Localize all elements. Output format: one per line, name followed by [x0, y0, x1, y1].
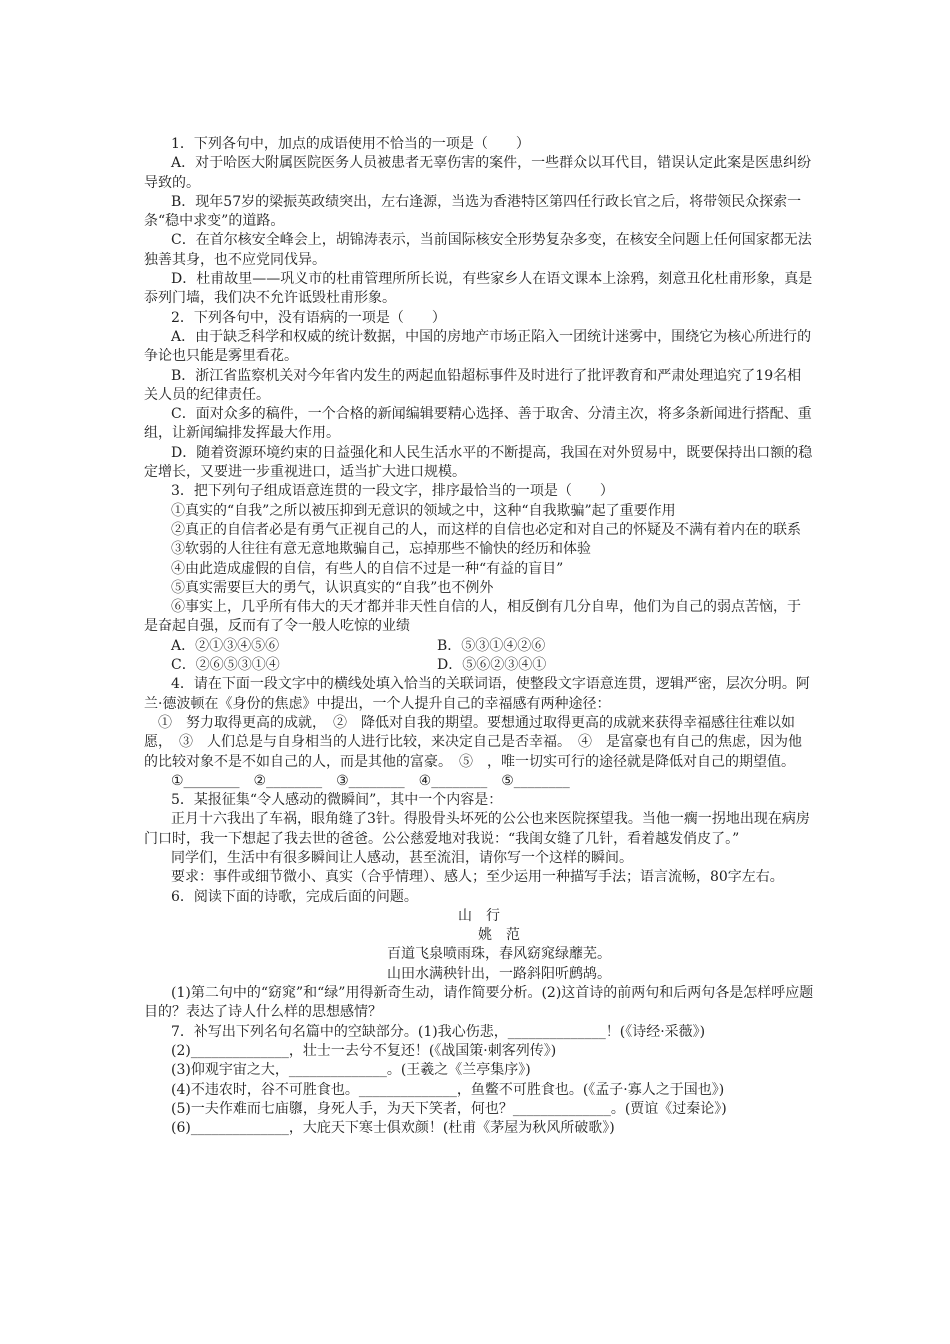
q7-stem: 7．补写出下列名句名篇中的空缺部分。(1)我心伤悲，______________！(《诗经·采薇》)	[171, 1023, 706, 1040]
q5-stem: 5．某报征集“令人感动的微瞬间”，其中一个内容是：	[171, 792, 503, 809]
q3-sentence-1: ①真实的“自我”之所以被压抑到无意识的领域之中，这种“自我欺骗”起了重要作用	[171, 502, 676, 519]
q7-item-3: (3)仰观宇宙之大，______________。(王羲之《兰亭集序》)	[171, 1062, 531, 1079]
exercise-page	[144, 135, 814, 1138]
poem-author: 姚 范	[478, 927, 520, 944]
q3-option-d: D．⑤⑥②③④①	[437, 657, 547, 674]
q7-item-5: (5)一夫作难而七庙隳，身死人手，为天下笑者，何也？______________。(贾谊《过秦论》)	[171, 1100, 727, 1117]
q2-option-c: C．面对众多的稿件，一个合格的新闻编辑要精心选择、善于取舍、分清主次，将多条新闻进行搭配、重组，让新闻编排发挥最大作用。	[144, 406, 812, 442]
q3-sentence-3: ③软弱的人往往有意无意地欺骗自己，忘掉那些不愉快的经历和体验	[171, 541, 591, 558]
q3-options-row-1	[144, 637, 814, 656]
poem-line-2: 山田水满秧针出，一路斜阳听鹧鸪。	[387, 965, 611, 982]
q6-questions: (1)第二句中的“窈窕”和“绿”用得新奇生动，请作简要分析。(2)这首诗的前两句和后两句各是怎样呼应题目的？表达了诗人什么样的思想感情？	[144, 985, 814, 1021]
q3-sentence-6: ⑥事实上，几乎所有伟大的天才都并非天性自信的人，相反倒有几分自卑，他们为自己的弱点苦恼，于是奋起自强，反而有了令一般人吃惊的业绩	[144, 599, 801, 635]
q7-item-6: (6)______________，大庇天下寒士俱欢颜！(杜甫《茅屋为秋风所破歌》)	[171, 1120, 615, 1137]
q2-option-b: B．浙江省监察机关对今年省内发生的两起血铅超标事件及时进行了批评教育和严肃处理追究了19名相关人员的纪律责任。	[144, 367, 802, 403]
poem-title: 山 行	[458, 907, 500, 924]
q1-option-a: A．对于哈医大附属医院医务人员被患者无辜伤害的案件，一些群众以耳代目，错误认定此案是医患纠纷导致的。	[144, 155, 812, 191]
q5-prompt: 同学们，生活中有很多瞬间让人感动，甚至流泪，请你写一个这样的瞬间。	[171, 849, 633, 866]
q6-stem: 6．阅读下面的诗歌，完成后面的问题。	[171, 888, 418, 905]
q1-option-c: C．在首尔核安全峰会上，胡锦涛表示，当前国际核安全形势复杂多变，在核安全问题上任何国家都无法独善其身，也不应党同伐异。	[144, 232, 812, 268]
q1-option-d: D．杜甫故里——巩义市的杜甫管理所所长说，有些家乡人在语文课本上涂鸦，刻意丑化杜甫形象，真是忝列门墙，我们决不允许诋毁杜甫形象。	[144, 271, 813, 307]
q2-option-a: A．由于缺乏科学和权威的统计数据，中国的房地产市场正陷入一团统计迷雾中，围绕它为核心所进行的争论也只能是雾里看花。	[144, 328, 812, 365]
q3-sentence-4: ④由此造成虚假的自信，有些人的自信不过是一种“有益的盲目”	[171, 560, 564, 577]
q4-answer-blanks: ①________ ②________ ③________ ④________ ⑤________	[171, 772, 570, 789]
q3-option-c: C．②⑥⑤③①④	[171, 657, 280, 674]
q2-stem: 2．下列各句中，没有语病的一项是（ ）	[171, 309, 446, 326]
q5-requirements: 要求：事件或细节微小、真实（合乎情理）、感人；至少运用一种描写手法；语言流畅，80字左右。	[171, 869, 784, 886]
q5-story: 正月十六我出了车祸，眼角缝了3针。得股骨头坏死的公公也来医院探望我。当他一瘸一拐地出现在病房门口时，我一下想起了我去世的爸爸。公公慈爱地对我说：“我闺女缝了几针，看着越发俏皮了。”	[144, 811, 810, 847]
q7-item-4: (4)不违农时，谷不可胜食也。______________，鱼鳖不可胜食也。(《孟子·寡人之于国也》)	[171, 1081, 725, 1098]
q3-sentence-2: ②真正的自信者必是有勇气正视自己的人，而这样的自信也必定和对自己的怀疑及不满有着内在的联系	[171, 521, 801, 538]
q3-sentence-5: ⑤真实需要巨大的勇气，认识真实的“自我”也不例外	[171, 579, 494, 596]
q1-stem: 1．下列各句中，加点的成语使用不恰当的一项是（ ）	[171, 136, 530, 152]
poem-line-1: 百道飞泉喷雨珠，春风窈窕绿蘼芜。	[387, 946, 611, 963]
q3-options-row-2	[144, 656, 814, 675]
q3-option-b: B．⑤③①④②⑥	[437, 637, 546, 654]
q4-body: ① 努力取得更高的成就， ② 降低对自我的期望。要想通过取得更高的成就来获得幸福感往往难以如愿， ③ 人们总是与自身相当的人进行比较，来决定自己是否幸福。 ④ 是富豪也有自己的焦虑，因为他的比较对象不是不如自己的人，而是其他的富豪。 ⑤ ，唯一切实可行的途径就是降低对自己的期望值。	[144, 714, 802, 770]
q1-option-b: B．现年57岁的梁振英政绩突出，左右逢源，当选为香港特区第四任行政长官之后，将带领民众探索一条“稳中求变”的道路。	[144, 193, 802, 230]
q7-item-2: (2)______________，壮士一去兮不复还！(《战国策·刺客列传》)	[171, 1042, 557, 1059]
q3-stem: 3．把下列句子组成语意连贯的一段文字，排序最恰当的一项是（ ）	[171, 483, 614, 500]
q4-stem: 4．请在下面一段文字中的横线处填入恰当的关联词语，使整段文字语意连贯，逻辑严密，层次分明。阿兰·德波顿在《身份的焦虑》中提出，一个人提升自己的幸福感有两种途径：	[144, 676, 810, 712]
q3-option-a: A．②①③④⑤⑥	[171, 637, 280, 654]
q2-option-d: D．随着资源环境约束的日益强化和人民生活水平的不断提高，我国在对外贸易中，既要保持出口额的稳定增长，又要进一步重视进口，适当扩大进口规模。	[144, 444, 813, 481]
